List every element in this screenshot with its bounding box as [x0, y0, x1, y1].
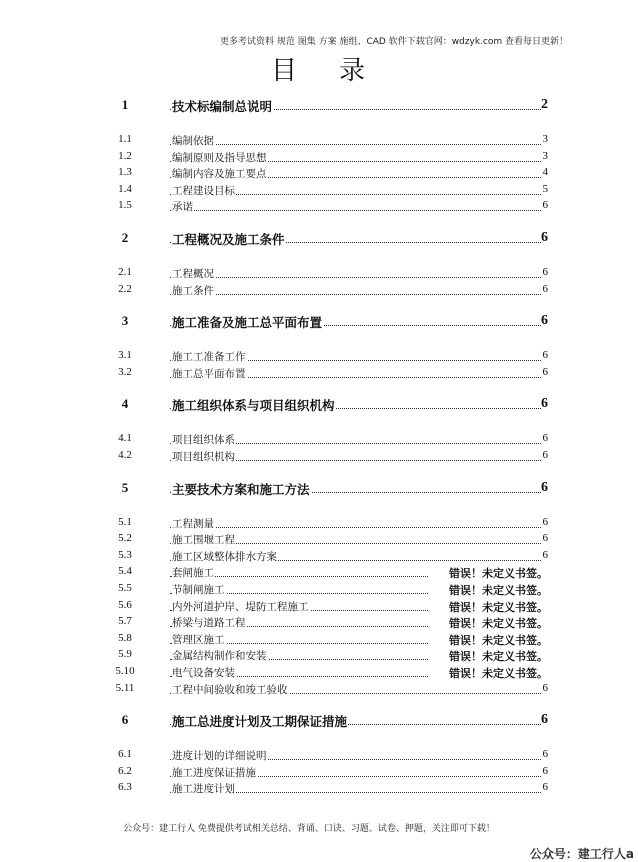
- toc-number: 5.4: [118, 565, 132, 578]
- toc-page-error: 错误！未定义书签。: [449, 567, 548, 581]
- toc-page-number: 6: [542, 532, 548, 545]
- header-note: 更多考试资料 规范 图集 方案 施组、CAD 软件下载官网：wdzyk.com 查看每日更新！: [220, 37, 568, 47]
- toc-page-number: 3: [542, 133, 548, 145]
- toc-page-number: 6: [542, 781, 548, 794]
- toc-entry-title: 编制依据: [172, 135, 214, 147]
- toc-section-row[interactable]: [0, 615, 638, 631]
- toc-page-number: 6: [541, 712, 548, 728]
- toc-entry-title: 工程测量: [172, 517, 214, 530]
- toc-number: 1.4: [118, 182, 132, 195]
- toc-entry-title: 工程建设目标: [172, 184, 235, 197]
- toc-chapter-row[interactable]: [0, 313, 638, 329]
- toc-number: 1.2: [118, 149, 132, 162]
- toc-page-number: 6: [542, 681, 548, 694]
- toc-number: 1: [121, 97, 129, 112]
- toc-page-error: 错误！未定义书签。: [449, 617, 548, 631]
- toc-section-row[interactable]: [0, 266, 638, 282]
- toc-page-number: 6: [542, 349, 548, 362]
- watermark: 公众号：建工行人a: [529, 847, 634, 861]
- footer-note: 公众号：建工行人 免费提供考试相关总结、背诵、口诀、习题、试卷、押题，关注即可下载！: [123, 824, 495, 834]
- toc-number: 5.6: [118, 598, 132, 611]
- toc-leader-dots: [170, 210, 541, 211]
- toc-number: 4.2: [118, 449, 132, 461]
- toc-entry-title: 编制原则及指导思想: [172, 151, 267, 164]
- toc-entry-title: 技术标编制总说明: [172, 99, 273, 114]
- toc-section-row[interactable]: [0, 632, 638, 648]
- toc-number: 2: [121, 230, 129, 245]
- toc-chapter-row[interactable]: [0, 230, 638, 246]
- toc-entry-title: 项目组织体系: [172, 434, 235, 447]
- toc-entry-title: 项目组织机构: [172, 451, 235, 463]
- toc-number: 2.2: [118, 282, 132, 295]
- toc-section-row[interactable]: [0, 349, 638, 365]
- toc-chapter-row[interactable]: [0, 97, 638, 113]
- toc-section-row[interactable]: [0, 199, 638, 215]
- toc-page-number: 6: [541, 313, 548, 329]
- toc-number: 6.1: [118, 748, 132, 761]
- toc-section-row[interactable]: [0, 283, 638, 299]
- toc-entry-title: 内外河道护岸、堤防工程施工: [172, 600, 309, 613]
- toc-entry-title: 主要技术方案和施工方法: [172, 481, 310, 497]
- toc-entry-title: 承诺: [172, 201, 193, 214]
- toc-number: 5.3: [118, 548, 132, 561]
- toc-section-row[interactable]: [0, 565, 638, 581]
- toc-page-number: 2: [541, 97, 548, 112]
- toc-entry-title: 施工围堰工程: [172, 534, 235, 547]
- toc-entry-title: 编制内容及施工要点: [172, 168, 267, 181]
- toc-entry-title: 桥梁与道路工程: [172, 617, 246, 630]
- toc-entry-title: 施工总进度计划及工期保证措施: [172, 714, 348, 730]
- toc-section-row[interactable]: [0, 582, 638, 598]
- toc-section-row[interactable]: [0, 516, 638, 532]
- toc-section-row[interactable]: [0, 765, 638, 781]
- toc-entry-title: 管理区施工: [172, 633, 225, 646]
- toc-entry-title: 电气设备安装: [172, 667, 235, 679]
- toc-number: 5.5: [118, 582, 132, 594]
- toc-number: 5.8: [118, 631, 132, 644]
- toc-number: 5.1: [118, 515, 132, 528]
- toc-section-row[interactable]: [0, 449, 638, 465]
- toc-entry-title: 施工工准备工作: [172, 351, 246, 364]
- toc-page-number: 5: [542, 182, 548, 195]
- toc-entry-title: 工程中间验收和竣工验收: [172, 683, 288, 696]
- toc-section-row[interactable]: [0, 150, 638, 166]
- toc-number: 3.2: [118, 365, 132, 378]
- toc-page-number: 6: [542, 365, 548, 378]
- toc-page-error: 错误！未定义书签。: [449, 600, 548, 614]
- toc-page-number: 6: [541, 396, 548, 412]
- toc-page-number: 6: [542, 199, 548, 212]
- toc-number: 5.10: [115, 665, 135, 677]
- toc-leader-dots: [170, 144, 541, 145]
- toc-number: 4.1: [118, 432, 132, 445]
- toc-entry-title: 施工进度保证措施: [172, 766, 256, 779]
- page-title: 目录: [270, 56, 407, 86]
- toc-page-number: 6: [542, 449, 548, 461]
- toc-page-error: 错误！未定义书签。: [449, 633, 548, 647]
- toc-page-number: 3: [542, 149, 548, 162]
- toc-number: 5.11: [115, 681, 135, 694]
- toc-number: 3.1: [118, 349, 132, 362]
- toc-section-row[interactable]: [0, 432, 638, 448]
- toc-page-number: 6: [541, 479, 548, 495]
- toc-section-row[interactable]: [0, 133, 638, 149]
- toc-entry-title: 工程概况及施工条件: [172, 232, 285, 247]
- toc-chapter-row[interactable]: [0, 712, 638, 728]
- toc-page-number: 6: [542, 748, 548, 761]
- toc-chapter-row[interactable]: [0, 396, 638, 412]
- toc-entry-title: 施工准备及施工总平面布置: [172, 315, 323, 331]
- toc-section-row[interactable]: [0, 665, 638, 681]
- toc-number: 4: [121, 396, 129, 412]
- toc-page-number: 6: [542, 432, 548, 445]
- toc-entry-title: 施工总平面布置: [172, 367, 246, 380]
- toc-section-row[interactable]: [0, 682, 638, 698]
- toc-section-row[interactable]: [0, 532, 638, 548]
- toc-leader-dots: [170, 527, 541, 528]
- toc-number: 5.9: [118, 648, 132, 661]
- toc-number: 2.1: [118, 266, 132, 278]
- toc-entry-title: 工程概况: [172, 268, 214, 280]
- toc-entry-title: 施工组织体系与项目组织机构: [172, 398, 335, 414]
- toc-section-row[interactable]: [0, 183, 638, 199]
- toc-entry-title: 进度计划的详细说明: [172, 750, 267, 763]
- toc-number: 1.3: [118, 166, 132, 179]
- toc-page-number: 6: [542, 515, 548, 528]
- toc-section-row[interactable]: [0, 781, 638, 797]
- toc-section-row[interactable]: [0, 748, 638, 764]
- toc-chapter-row[interactable]: [0, 480, 638, 496]
- toc-entry-title: 套闸施工: [172, 567, 214, 580]
- toc-leader-dots: [170, 294, 541, 295]
- toc-page-number: 6: [542, 548, 548, 561]
- toc-number: 6: [121, 712, 129, 728]
- toc-entry-title: 施工区域整体排水方案: [172, 550, 277, 563]
- toc-number: 5.2: [118, 532, 132, 545]
- toc-section-row[interactable]: [0, 549, 638, 565]
- toc-number: 3: [121, 313, 129, 329]
- toc-number: 1.5: [118, 199, 132, 212]
- toc-leader-dots: [170, 277, 541, 278]
- toc-page-error: 错误！未定义书签。: [449, 584, 548, 597]
- toc-page-number: 6: [542, 282, 548, 295]
- toc-page-number: 6: [541, 230, 548, 245]
- toc-number: 5.7: [118, 615, 132, 628]
- toc-page-number: 6: [542, 764, 548, 777]
- toc-number: 6.3: [118, 781, 132, 794]
- toc-entry-title: 节制闸施工: [172, 584, 225, 596]
- toc-entry-title: 施工进度计划: [172, 783, 235, 796]
- toc-number: 5: [121, 479, 129, 495]
- toc-entry-title: 施工条件: [172, 284, 214, 297]
- toc-page-number: 4: [542, 166, 548, 179]
- toc-number: 6.2: [118, 764, 132, 777]
- toc-section-row[interactable]: [0, 366, 638, 382]
- toc-entry-title: 金属结构制作和安装: [172, 650, 267, 663]
- toc-section-row[interactable]: [0, 599, 638, 615]
- toc-section-row[interactable]: [0, 648, 638, 664]
- toc-page-error: 错误！未定义书签。: [449, 650, 548, 664]
- toc-number: 1.1: [118, 133, 132, 145]
- toc-section-row[interactable]: [0, 166, 638, 182]
- toc-page-error: 错误！未定义书签。: [449, 667, 548, 680]
- toc-page-number: 6: [542, 266, 548, 278]
